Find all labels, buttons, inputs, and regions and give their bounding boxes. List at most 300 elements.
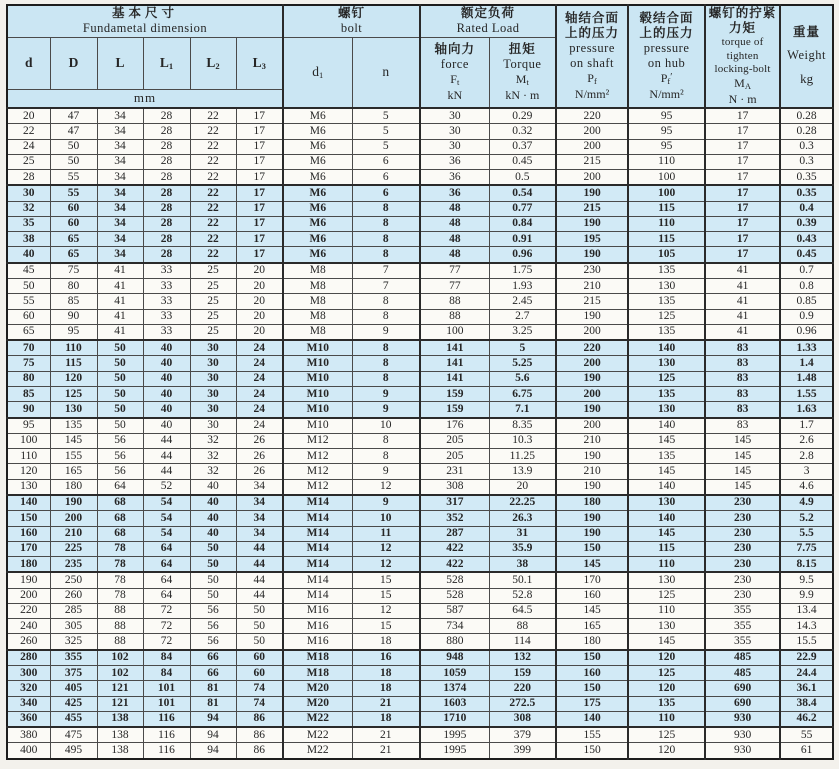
cell-Mt: 1.75 [489, 263, 556, 279]
cell-d1: M6 [283, 185, 352, 201]
cell-D: 475 [50, 727, 97, 743]
cell-n: 12 [352, 603, 420, 618]
cell-D: 60 [50, 201, 97, 216]
cell-Ft: 205 [420, 449, 489, 464]
cell-D: 130 [50, 402, 97, 418]
cell-MA: 41 [705, 309, 780, 324]
cell-n: 10 [352, 418, 420, 434]
cell-L: 88 [97, 619, 143, 634]
cell-n: 12 [352, 541, 420, 556]
cell-L1: 64 [143, 588, 190, 603]
cell-Ft: 205 [420, 433, 489, 448]
cell-L2: 40 [190, 526, 236, 541]
cell-Mt: 3.25 [489, 324, 556, 340]
cell-L: 102 [97, 650, 143, 666]
cell-L3: 74 [236, 696, 283, 711]
col-header-L1: L1 [143, 37, 190, 89]
cell-MA: 41 [705, 263, 780, 279]
cell-weight: 7.75 [780, 541, 833, 556]
cell-Ft: 30 [420, 124, 489, 139]
cell-Pf-hub: 95 [628, 139, 705, 154]
cell-MA: 230 [705, 511, 780, 526]
cell-d1: M22 [283, 711, 352, 727]
cell-Ft: 141 [420, 356, 489, 371]
cell-Mt: 272.5 [489, 696, 556, 711]
cell-Ft: 77 [420, 263, 489, 279]
cell-Ft: 77 [420, 279, 489, 294]
cell-n: 21 [352, 696, 420, 711]
cell-d1: M10 [283, 387, 352, 402]
cell-d1: M6 [283, 139, 352, 154]
cell-Mt: 50.1 [489, 572, 556, 588]
table-row [7, 402, 833, 418]
cell-weight: 46.2 [780, 711, 833, 727]
cell-d1: M18 [283, 666, 352, 681]
table-row [7, 279, 833, 294]
cell-Ft: 880 [420, 634, 489, 650]
cell-D: 55 [50, 185, 97, 201]
cell-Mt: 10.3 [489, 433, 556, 448]
cell-L3: 17 [236, 201, 283, 216]
cell-Pf: 190 [556, 216, 628, 231]
cell-L3: 17 [236, 108, 283, 124]
cell-n: 15 [352, 588, 420, 603]
table-row [7, 526, 833, 541]
cell-MA: 485 [705, 650, 780, 666]
cell-Ft: 48 [420, 201, 489, 216]
cell-d1: M10 [283, 418, 352, 434]
cell-Mt: 0.37 [489, 139, 556, 154]
cell-L3: 44 [236, 572, 283, 588]
cell-L2: 81 [190, 696, 236, 711]
col-header-d: d [7, 37, 50, 89]
cell-L: 34 [97, 124, 143, 139]
cell-L2: 40 [190, 495, 236, 511]
cell-L: 34 [97, 139, 143, 154]
cell-MA: 17 [705, 232, 780, 247]
table-row [7, 340, 833, 356]
header-bolt-en: bolt [340, 21, 363, 36]
cell-L1: 44 [143, 449, 190, 464]
cell-d: 38 [7, 232, 50, 247]
header-rated-zh: 额定负荷 [461, 6, 516, 21]
cell-Pf: 190 [556, 185, 628, 201]
cell-Mt: 35.9 [489, 541, 556, 556]
cell-L: 56 [97, 464, 143, 479]
cell-n: 8 [352, 356, 420, 371]
cell-D: 405 [50, 681, 97, 696]
cell-Pf: 210 [556, 433, 628, 448]
cell-L: 41 [97, 294, 143, 309]
cell-L: 88 [97, 603, 143, 618]
cell-L1: 64 [143, 557, 190, 573]
cell-L2: 32 [190, 433, 236, 448]
table-row [7, 201, 833, 216]
cell-L3: 17 [236, 124, 283, 139]
cell-L2: 25 [190, 324, 236, 340]
header-bolt-zh: 螺钉 [338, 6, 366, 21]
cell-L3: 17 [236, 185, 283, 201]
cell-Mt: 308 [489, 711, 556, 727]
cell-L3: 20 [236, 294, 283, 309]
header-force-symbol: Ft [450, 71, 460, 87]
cell-Mt: 379 [489, 727, 556, 743]
cell-D: 145 [50, 433, 97, 448]
cell-L3: 74 [236, 681, 283, 696]
cell-Mt: 8.35 [489, 418, 556, 434]
table-row [7, 603, 833, 618]
cell-MA: 930 [705, 743, 780, 759]
cell-d: 170 [7, 541, 50, 556]
cell-D: 425 [50, 696, 97, 711]
col-header-torque [489, 37, 556, 108]
cell-L3: 44 [236, 541, 283, 556]
cell-d1: M6 [283, 232, 352, 247]
header-pressure-on-shaft [556, 5, 628, 108]
cell-L: 41 [97, 263, 143, 279]
cell-MA: 41 [705, 294, 780, 309]
cell-L3: 50 [236, 634, 283, 650]
cell-d: 80 [7, 371, 50, 386]
cell-L1: 64 [143, 541, 190, 556]
cell-L2: 22 [190, 124, 236, 139]
cell-d: 190 [7, 572, 50, 588]
cell-L1: 33 [143, 263, 190, 279]
cell-d: 320 [7, 681, 50, 696]
cell-L2: 56 [190, 634, 236, 650]
cell-D: 190 [50, 495, 97, 511]
cell-d: 25 [7, 154, 50, 169]
header-weight [780, 5, 833, 108]
cell-Ft: 587 [420, 603, 489, 618]
col-header-n: n [352, 37, 420, 108]
cell-weight: 0.39 [780, 216, 833, 231]
cell-Pf-hub: 95 [628, 108, 705, 124]
cell-L: 78 [97, 557, 143, 573]
table-row [7, 727, 833, 743]
cell-L3: 24 [236, 387, 283, 402]
table-row [7, 666, 833, 681]
cell-n: 8 [352, 216, 420, 231]
cell-Mt: 0.91 [489, 232, 556, 247]
cell-L1: 44 [143, 464, 190, 479]
cell-MA: 17 [705, 247, 780, 263]
cell-weight: 1.55 [780, 387, 833, 402]
cell-L: 50 [97, 387, 143, 402]
cell-MA: 17 [705, 108, 780, 124]
cell-weight: 4.6 [780, 479, 833, 495]
cell-n: 5 [352, 108, 420, 124]
cell-L3: 17 [236, 232, 283, 247]
cell-Ft: 141 [420, 340, 489, 356]
cell-n: 21 [352, 727, 420, 743]
cell-d1: M18 [283, 650, 352, 666]
header-torque-zh: 扭矩 [508, 41, 536, 56]
cell-Ft: 159 [420, 402, 489, 418]
cell-L1: 52 [143, 479, 190, 495]
table-row [7, 495, 833, 511]
cell-weight: 0.85 [780, 294, 833, 309]
cell-L: 102 [97, 666, 143, 681]
cell-MA: 17 [705, 201, 780, 216]
cell-d1: M8 [283, 263, 352, 279]
cell-L1: 72 [143, 634, 190, 650]
cell-L3: 24 [236, 340, 283, 356]
cell-L2: 25 [190, 263, 236, 279]
cell-MA: 17 [705, 139, 780, 154]
table-row [7, 232, 833, 247]
cell-L: 34 [97, 216, 143, 231]
cell-Pf-hub: 115 [628, 201, 705, 216]
header-weight-zh: 重量 [793, 25, 821, 40]
cell-D: 85 [50, 294, 97, 309]
header-phub-zh2: 上的压力 [639, 26, 694, 41]
cell-weight: 0.35 [780, 170, 833, 186]
cell-d: 28 [7, 170, 50, 186]
cell-L3: 34 [236, 479, 283, 495]
cell-L2: 22 [190, 185, 236, 201]
cell-n: 7 [352, 279, 420, 294]
cell-MA: 83 [705, 340, 780, 356]
cell-D: 115 [50, 356, 97, 371]
header-pressure-on-hub [628, 5, 705, 108]
cell-n: 8 [352, 247, 420, 263]
cell-MA: 230 [705, 541, 780, 556]
cell-L: 88 [97, 634, 143, 650]
cell-d: 380 [7, 727, 50, 743]
cell-Pf: 190 [556, 479, 628, 495]
cell-D: 125 [50, 387, 97, 402]
header-tighten-symbol: MA [734, 75, 751, 91]
cell-Ft: 1995 [420, 743, 489, 759]
cell-L1: 28 [143, 124, 190, 139]
cell-d1: M10 [283, 356, 352, 371]
cell-Pf: 200 [556, 170, 628, 186]
cell-D: 120 [50, 371, 97, 386]
cell-D: 210 [50, 526, 97, 541]
cell-D: 165 [50, 464, 97, 479]
cell-L1: 40 [143, 340, 190, 356]
cell-L3: 34 [236, 495, 283, 511]
cell-Pf: 165 [556, 619, 628, 634]
cell-Mt: 2.45 [489, 294, 556, 309]
table-row [7, 572, 833, 588]
cell-MA: 145 [705, 479, 780, 495]
cell-weight: 1.4 [780, 356, 833, 371]
cell-D: 325 [50, 634, 97, 650]
cell-Pf: 215 [556, 294, 628, 309]
header-rated-en: Rated Load [456, 21, 520, 36]
cell-n: 6 [352, 170, 420, 186]
cell-L3: 24 [236, 402, 283, 418]
cell-Mt: 220 [489, 681, 556, 696]
cell-D: 225 [50, 541, 97, 556]
cell-L: 121 [97, 696, 143, 711]
cell-weight: 5.5 [780, 526, 833, 541]
cell-L1: 28 [143, 201, 190, 216]
cell-Mt: 0.45 [489, 154, 556, 169]
cell-Mt: 0.77 [489, 201, 556, 216]
cell-Ft: 308 [420, 479, 489, 495]
cell-d: 45 [7, 263, 50, 279]
cell-d: 220 [7, 603, 50, 618]
cell-Pf-hub: 145 [628, 634, 705, 650]
cell-Mt: 52.8 [489, 588, 556, 603]
cell-L1: 44 [143, 433, 190, 448]
cell-Pf-hub: 135 [628, 387, 705, 402]
cell-Mt: 5.25 [489, 356, 556, 371]
cell-L3: 26 [236, 464, 283, 479]
cell-L1: 40 [143, 356, 190, 371]
header-basic-zh: 基本尺寸 [112, 6, 179, 21]
cell-Pf-hub: 145 [628, 526, 705, 541]
cell-L3: 17 [236, 154, 283, 169]
col-header-D: D [50, 37, 97, 89]
cell-L3: 86 [236, 743, 283, 759]
cell-Ft: 159 [420, 387, 489, 402]
cell-n: 15 [352, 572, 420, 588]
cell-Ft: 734 [420, 619, 489, 634]
col-header-L2: L2 [190, 37, 236, 89]
cell-n: 8 [352, 201, 420, 216]
cell-Pf-hub: 100 [628, 170, 705, 186]
cell-weight: 14.3 [780, 619, 833, 634]
cell-d: 70 [7, 340, 50, 356]
cell-Pf-hub: 145 [628, 433, 705, 448]
cell-n: 8 [352, 232, 420, 247]
header-torque-unit: kN · m [505, 87, 540, 102]
cell-Ft: 1995 [420, 727, 489, 743]
cell-MA: 17 [705, 216, 780, 231]
cell-L3: 17 [236, 247, 283, 263]
cell-Pf-hub: 130 [628, 356, 705, 371]
cell-Ft: 1603 [420, 696, 489, 711]
cell-D: 495 [50, 743, 97, 759]
cell-Mt: 5.6 [489, 371, 556, 386]
cell-L3: 44 [236, 557, 283, 573]
cell-Pf: 190 [556, 511, 628, 526]
cell-Mt: 0.29 [489, 108, 556, 124]
cell-D: 65 [50, 232, 97, 247]
cell-MA: 230 [705, 588, 780, 603]
cell-Mt: 2.7 [489, 309, 556, 324]
cell-L1: 116 [143, 711, 190, 727]
cell-L2: 32 [190, 449, 236, 464]
cell-d1: M8 [283, 294, 352, 309]
cell-MA: 230 [705, 526, 780, 541]
cell-Mt: 20 [489, 479, 556, 495]
cell-d: 180 [7, 557, 50, 573]
specification-table [6, 4, 834, 760]
unit-row-mm: mm [7, 89, 283, 108]
cell-Ft: 422 [420, 541, 489, 556]
cell-L3: 26 [236, 449, 283, 464]
cell-Pf-hub: 115 [628, 541, 705, 556]
cell-L: 34 [97, 185, 143, 201]
cell-D: 155 [50, 449, 97, 464]
table-row [7, 619, 833, 634]
cell-d: 65 [7, 324, 50, 340]
cell-L1: 28 [143, 139, 190, 154]
cell-n: 15 [352, 619, 420, 634]
header-basic-dimension [7, 5, 283, 37]
cell-L: 50 [97, 402, 143, 418]
cell-L3: 60 [236, 650, 283, 666]
cell-weight: 61 [780, 743, 833, 759]
header-force-unit: kN [447, 87, 463, 102]
cell-Mt: 7.1 [489, 402, 556, 418]
cell-L: 68 [97, 495, 143, 511]
cell-Pf-hub: 110 [628, 154, 705, 169]
cell-MA: 690 [705, 681, 780, 696]
cell-weight: 0.3 [780, 154, 833, 169]
cell-L1: 101 [143, 696, 190, 711]
cell-Ft: 48 [420, 232, 489, 247]
cell-Pf-hub: 130 [628, 279, 705, 294]
cell-d1: M16 [283, 634, 352, 650]
cell-n: 5 [352, 124, 420, 139]
cell-L: 34 [97, 170, 143, 186]
cell-Pf: 190 [556, 247, 628, 263]
cell-Pf-hub: 125 [628, 309, 705, 324]
cell-d: 24 [7, 139, 50, 154]
cell-Mt: 0.96 [489, 247, 556, 263]
cell-d1: M6 [283, 170, 352, 186]
table-row [7, 139, 833, 154]
cell-weight: 1.48 [780, 371, 833, 386]
cell-L2: 94 [190, 727, 236, 743]
cell-n: 6 [352, 154, 420, 169]
cell-Pf-hub: 120 [628, 681, 705, 696]
cell-d1: M6 [283, 247, 352, 263]
cell-weight: 0.28 [780, 124, 833, 139]
header-torque-symbol: Mt [515, 71, 529, 87]
table-row [7, 711, 833, 727]
cell-Mt: 38 [489, 557, 556, 573]
cell-Ft: 30 [420, 108, 489, 124]
cell-n: 18 [352, 681, 420, 696]
cell-Ft: 948 [420, 650, 489, 666]
cell-d: 85 [7, 387, 50, 402]
cell-D: 305 [50, 619, 97, 634]
cell-L2: 94 [190, 743, 236, 759]
table-row [7, 681, 833, 696]
cell-L2: 22 [190, 201, 236, 216]
cell-weight: 15.5 [780, 634, 833, 650]
header-pshaft-zh1: 轴结合面 [565, 11, 620, 26]
cell-L: 41 [97, 309, 143, 324]
cell-Mt: 0.54 [489, 185, 556, 201]
cell-L3: 34 [236, 526, 283, 541]
cell-L2: 56 [190, 619, 236, 634]
table-row [7, 511, 833, 526]
cell-D: 50 [50, 139, 97, 154]
cell-L: 68 [97, 511, 143, 526]
cell-L2: 94 [190, 711, 236, 727]
cell-L: 56 [97, 449, 143, 464]
cell-d: 32 [7, 201, 50, 216]
cell-weight: 0.43 [780, 232, 833, 247]
cell-Ft: 30 [420, 139, 489, 154]
cell-L3: 50 [236, 619, 283, 634]
cell-Pf-hub: 130 [628, 402, 705, 418]
cell-Pf-hub: 120 [628, 743, 705, 759]
cell-d: 280 [7, 650, 50, 666]
cell-Pf-hub: 125 [628, 727, 705, 743]
cell-n: 5 [352, 139, 420, 154]
cell-L2: 25 [190, 279, 236, 294]
cell-Pf: 220 [556, 108, 628, 124]
